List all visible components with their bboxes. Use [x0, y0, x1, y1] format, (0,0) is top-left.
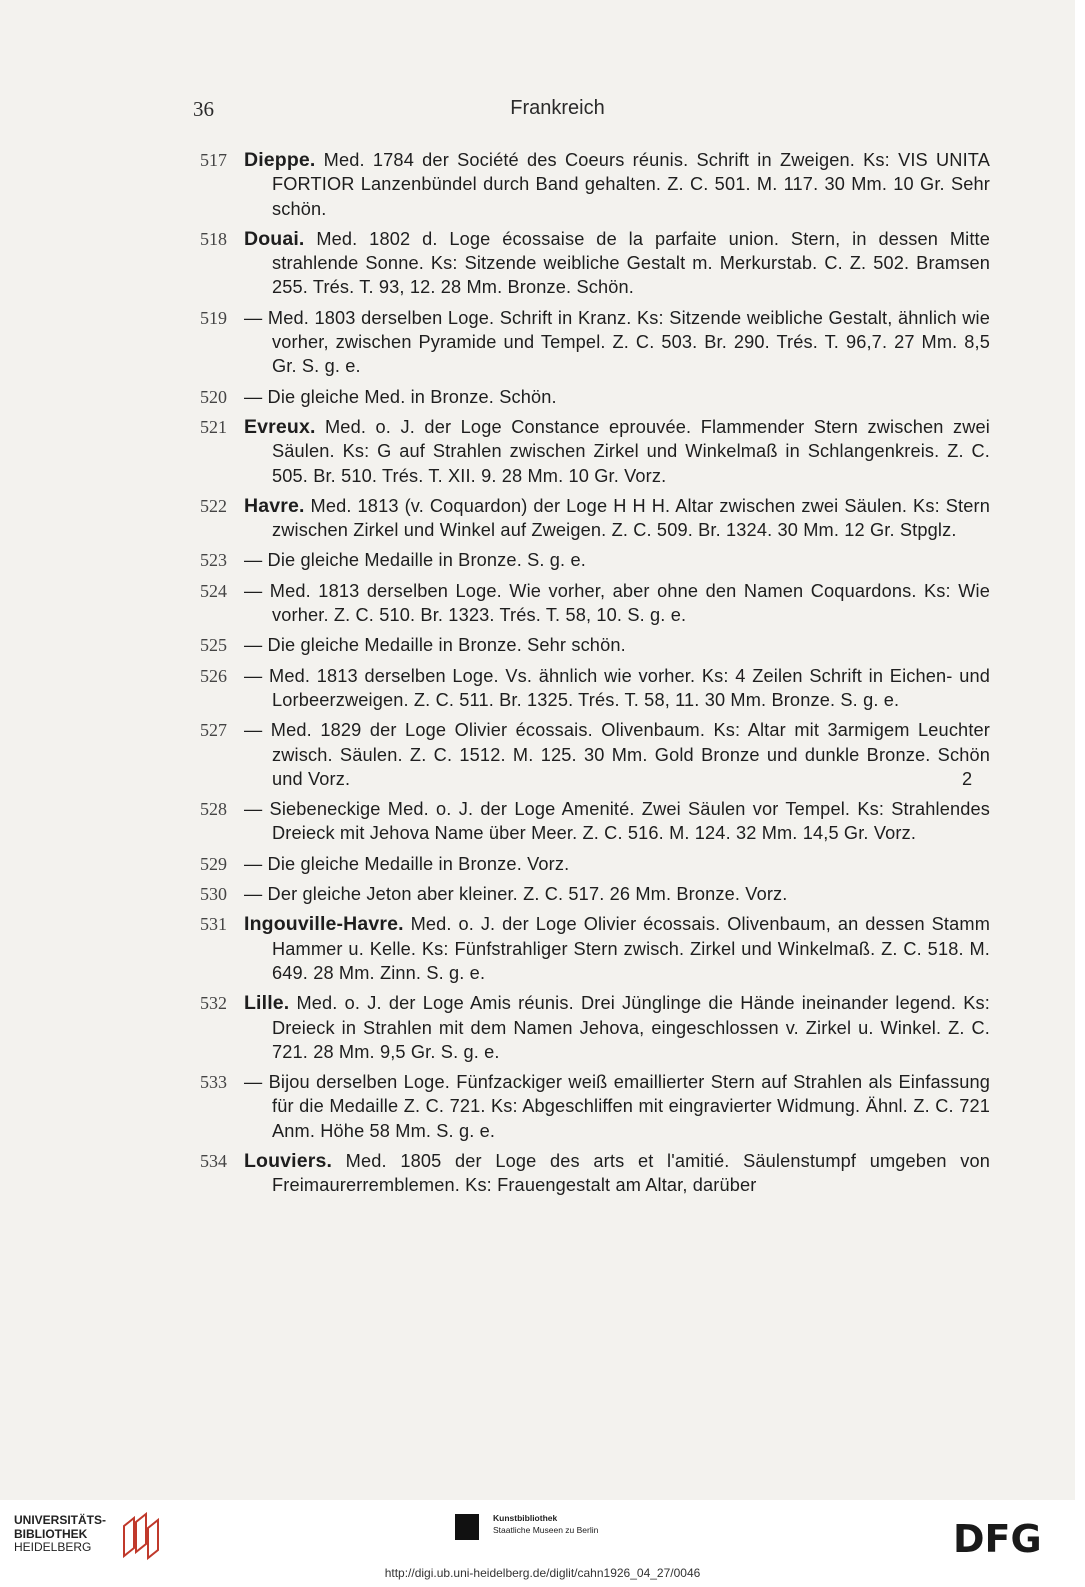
entry-text — [244, 882, 990, 906]
entry-place: Douai. — [244, 227, 305, 250]
entry-text — [244, 912, 990, 985]
catalogue-entry — [200, 494, 990, 543]
catalogue-entry — [200, 306, 990, 379]
entry-description: — Die gleiche Medaille in Bronze. Sehr schön. — [244, 635, 626, 656]
catalogue-entry — [200, 548, 990, 572]
entry-number: 523 — [200, 550, 227, 571]
catalogue-entry — [200, 852, 990, 876]
catalogue-entry — [200, 415, 990, 488]
entry-description: — Bijou derselben Loge. Fünfzackiger weiß emaillierter Stern auf Strahlen als Einfassung für die Medaille Z. C. 721. Ks: Abgeschliffen mit eingravierter Widmung. Ähnl. Z. C. 721 Anm. Höhe 58 Mm. S. g. e. — [244, 1072, 990, 1141]
entry-place: Louviers. — [244, 1149, 333, 1172]
entry-number: 521 — [200, 416, 227, 437]
entry-number: 532 — [200, 993, 227, 1014]
entry-number: 529 — [200, 853, 227, 874]
dfg-logo[interactable] — [953, 1518, 1057, 1558]
entry-number: 530 — [200, 884, 227, 905]
entry-place: Evreux. — [244, 415, 316, 438]
entry-description: — Siebeneckige Med. o. J. der Loge Amenité. Zwei Säulen vor Tempel. Ks: Strahlendes Dreieck mit Jehova Name über Meer. Z. C. 516. M. 124. 32 Mm. 14,5 Gr. Vorz. — [244, 799, 990, 844]
entry-description: Med. 1802 d. Loge écossaise de la parfaite union. Stern, in dessen Mitte strahlende Sonne. Ks: Sitzende weibliche Gestalt m. Merkurstab. C. Z. 502. Bramsen 255. Trés. T. 93, 12. 28 Mm. Bronze. Schön. — [272, 228, 990, 298]
entry-description: — Die gleiche Med. in Bronze. Schön. — [244, 386, 557, 407]
running-head: Frankreich — [510, 97, 605, 119]
catalogue-entry — [200, 385, 990, 409]
dfg-logo-text: DFG — [953, 1518, 1042, 1558]
catalogue-entry — [200, 664, 990, 713]
entry-number: 517 — [200, 150, 227, 170]
catalogue-entry — [200, 912, 990, 985]
entry-description: Med. o. J. der Loge Amis réunis. Drei Jünglinge die Hände ineinander legend. Ks: Dreieck in Strahlen mit dem Namen Jehova, eingeschlossen v. Zirkel u. Winkel. Z. C. 721. 28 Mm. 9,5 Gr. S. g. e. — [272, 993, 990, 1062]
entry-text — [244, 1070, 990, 1143]
entry-number: 518 — [200, 228, 227, 249]
entry-number: 528 — [200, 799, 227, 820]
catalogue-entry — [200, 797, 990, 846]
entry-description: Med. 1813 (v. Coquardon) der Loge H H H. Altar zwischen zwei Säulen. Ks: Stern zwischen Zirkel und Winkel auf Zweigen. Z. C. 509. Br. 1324. 30 Mm. 12 Gr. Stpglz. — [272, 495, 990, 541]
kunstbibliothek-text: Kunstbibliothek Staatliche Museen zu Berlin — [493, 1513, 599, 1535]
entry-text — [244, 227, 990, 300]
entry-number: 534 — [200, 1150, 227, 1171]
entry-description: — Der gleiche Jeton aber kleiner. Z. C. 517. 26 Mm. Bronze. Vorz. — [244, 884, 788, 905]
kunstbibliothek-logo[interactable] — [455, 1512, 655, 1552]
entry-text — [244, 548, 990, 572]
entry-number: 531 — [200, 914, 227, 935]
entry-description: Med. o. J. der Loge Constance eprouvée. Flammender Stern zwischen zwei Säulen. Ks: G auf Strahlen zwischen Zirkel und Winkelmaß in Schlangenkreis. Z. C. 505. Br. 510. Trés. T. XII. 9. 28 Mm. 10 Gr. Vorz. — [272, 416, 990, 486]
catalogue-entry — [200, 718, 990, 791]
page-header — [0, 97, 1075, 127]
entry-number: 519 — [200, 307, 227, 328]
entry-number: 533 — [200, 1072, 227, 1093]
kunstbibliothek-mark-icon — [455, 1514, 479, 1540]
catalogue-entry — [200, 1070, 990, 1143]
entry-text — [244, 494, 990, 543]
footer — [0, 1500, 1085, 1587]
entry-place: Havre. — [244, 494, 305, 517]
entry-text — [244, 991, 990, 1064]
entry-description: — Med. 1813 derselben Loge. Vs. ähnlich wie vorher. Ks: 4 Zeilen Schrift in Eichen- und Lorbeerzweigen. Z. C. 511. Br. 1325. Trés. T. 58, 11. 30 Mm. Bronze. S. g. e. — [244, 665, 990, 710]
entry-text — [244, 579, 990, 628]
ub-heidelberg-text: UNIVERSITÄTS- BIBLIOTHEK HEIDELBERG — [14, 1513, 107, 1554]
entry-text — [244, 1149, 990, 1198]
catalogue-entry — [200, 227, 990, 300]
entry-description: — Med. 1803 derselben Loge. Schrift in Kranz. Ks: Sitzende weibliche Gestalt, ähnlich wie vorher, zwischen Pyramide und Tempel. Z. C. 503. Br. 290. Trés. T. 96,7. 27 Mm. 8,5 Gr. S. g. e. — [244, 307, 990, 377]
ub-heidelberg-logo[interactable] — [14, 1512, 164, 1572]
catalogue-entry — [200, 148, 990, 221]
ub-mark-icon — [120, 1512, 164, 1562]
entry-text — [244, 385, 990, 409]
entry-text — [244, 664, 990, 713]
entry-text — [244, 415, 990, 488]
catalogue-entry — [200, 991, 990, 1064]
entry-description: Med. 1805 der Loge des arts et l'amitié. Säulenstumpf umgeben von Freimaurerremblemen. Ks: Frauengestalt am Altar, darüber — [272, 1150, 990, 1196]
entry-place: Ingouville-Havre. — [244, 913, 404, 936]
catalogue-entries — [200, 148, 990, 1204]
entry-number: 525 — [200, 635, 227, 656]
entry-number: 524 — [200, 580, 227, 601]
entry-text — [244, 852, 990, 876]
page-number: 36 — [193, 97, 214, 121]
entry-text — [244, 633, 990, 657]
entry-text: — Med. 1829 der Loge Olivier écossais. Olivenbaum. Ks: Altar mit 3armigem Leuchter zwisch. Säulen. Z. C. 1512. M. 125. 30 Mm. Gold Bronze und dunkle Bronze. Schön und Vorz. 2 — [244, 720, 990, 789]
entry-description: Med. 1784 der Société des Coeurs réunis. Schrift in Zweigen. Ks: VIS UNITA FORTIOR Lanzenbündel durch Band gehalten. Z. C. 501. M. 117. 30 Mm. 10 Gr. Sehr schön. — [272, 150, 990, 219]
catalogue-entry — [200, 882, 990, 906]
entry-text — [244, 797, 990, 846]
entry-number: 526 — [200, 665, 227, 686]
entry-description: — Med. 1829 der Loge Olivier écossais. Olivenbaum. Ks: Altar mit 3armigem Leuchter zwisch. Säulen. Z. C. 1512. M. 125. 30 Mm. Gold Bronze und dunkle Bronze. Schön und Vorz. — [244, 720, 990, 789]
entry-description: — Die gleiche Medaille in Bronze. Vorz. — [244, 853, 570, 874]
catalogue-entry — [200, 633, 990, 657]
entry-place: Dieppe. — [244, 149, 316, 171]
entry-text — [244, 306, 990, 379]
entry-number: 522 — [200, 495, 227, 516]
entry-number: 527 — [200, 720, 227, 741]
entry-text — [244, 148, 990, 221]
entry-number: 520 — [200, 386, 227, 407]
entry-description: — Med. 1813 derselben Loge. Wie vorher, aber ohne den Namen Coquardons. Ks: Wie vorher. Z. C. 510. Br. 1323. Trés. T. 58, 10. S. g. e. — [244, 580, 990, 626]
catalogue-entry — [200, 579, 990, 628]
source-url[interactable]: http://digi.ub.uni-heidelberg.de/diglit/cahn1926_04_27/0046 — [384, 1566, 701, 1580]
entry-place: Lille. — [244, 992, 290, 1015]
entry-description: Med. o. J. der Loge Olivier écossais. Olivenbaum, an dessen Stamm Hammer u. Kelle. Ks: Fünfstrahliger Stern zwisch. Zirkel und Winkelmaß. Z. C. 518. M. 649. 28 Mm. Zinn. S. g. e. — [272, 914, 990, 983]
catalogue-entry — [200, 1149, 990, 1198]
entry-description: — Die gleiche Medaille in Bronze. S. g. e. — [244, 550, 586, 571]
